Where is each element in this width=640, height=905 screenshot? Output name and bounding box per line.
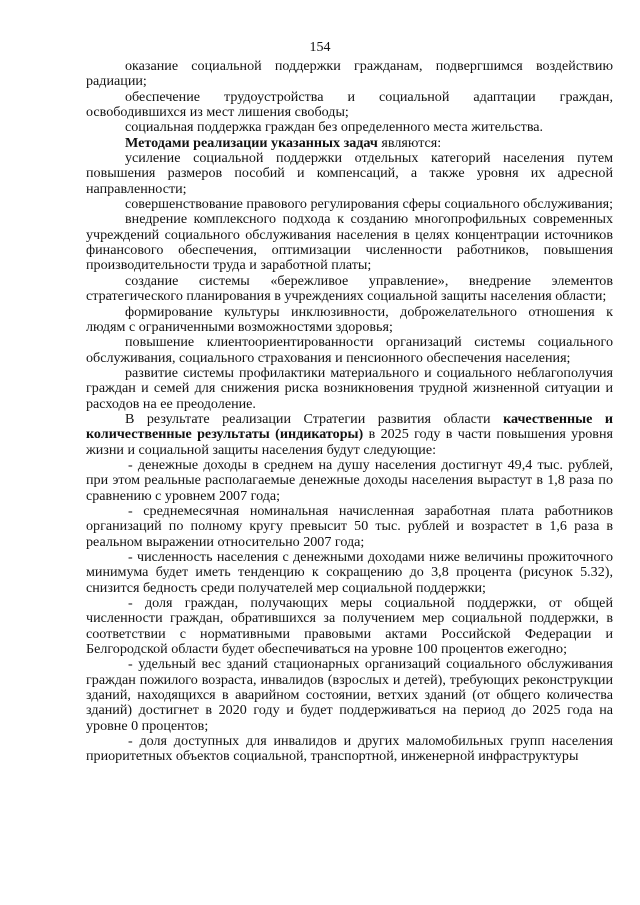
paragraph-homeless-support: социальная поддержка граждан без определенного места жительства. — [125, 119, 544, 136]
paragraph-inclusivity: формирование культуры инклюзивности, доброжелательного отношения к людям с ограниченными возможностями здоровья; — [86, 303, 613, 335]
paragraph-client-orientation: повышение клиентоориентированности организаций системы социального обслуживания, социального страхования и пенсионного обеспечения населения; — [86, 334, 613, 366]
methods-heading-bold: Методами реализации указанных задач — [125, 134, 378, 151]
list-item-income: - денежные доходы в среднем на душу населения достигнут 49,4 тыс. рублей, при этом реальные располагаемые денежные доходы населения вырастут в 1,8 раза по сравнению с уровнем 2007 года; — [86, 456, 613, 504]
list-item-accessibility: - доля доступных для инвалидов и других маломобильных групп населения приоритетных объектов социальной, транспортной, инженерной инфраструктуры — [86, 733, 613, 765]
paragraph-employment-adaptation: обеспечение трудоустройства и социальной адаптации граждан, освободившихся из мест лишения свободы; — [86, 88, 613, 121]
list-item-support-share: - доля граждан, получающих меры социальной поддержки, от общей численности граждан, обратившихся за получением мер социальной поддержки, в соответствии с нормативными правовыми актами Российской Федерации и Белгородской области будет обеспечиваться на уровне 100 процентов ежегодно; — [86, 595, 613, 658]
methods-heading-rest: являются: — [377, 134, 442, 151]
paragraph-legal-regulation: совершенствование правового регулирования сферы социального обслуживания; — [125, 196, 614, 213]
list-item-poverty: - численность населения с денежными доходами ниже величины прожиточного минимума будет иметь тенденцию к сокращению до 3,8 процента (рисунок 5.32), снизится бедность среди получателей мер социальной поддержки; — [86, 549, 613, 596]
results-intro-rest: в 2025 году в части повышения уровня жизни и социальной защиты населения будут следующие: — [86, 426, 613, 458]
paragraph-strengthen-support: усиление социальной поддержки отдельных категорий населения путем повышения размеров пособий и компенсаций, а также уровня их адресной направленности; — [86, 150, 613, 197]
list-item-wages: - среднемесячная номинальная начисленная заработная плата работников организаций по полному кругу превысит 50 тыс. рублей и возрастет в 1,6 раза в реальном выражении относительно 2007 года; — [86, 502, 613, 550]
results-intro-lead: В результате реализации Стратегии развития области — [125, 410, 504, 427]
paragraph-radiation-support: оказание социальной поддержки гражданам, подвергшимся воздействию радиации; — [86, 58, 613, 90]
list-item-buildings: - удельный вес зданий стационарных организаций социального обслуживания граждан пожилого возраста, инвалидов (взрослых и детей), требующих реконструкции зданий, находящихся в аварийном состоянии, ветхих зданий (от общего количества зданий) достигнет в 2020 году и будет поддерживаться на период до 2025 года на уровне 0 процентов; — [86, 656, 613, 734]
paragraph-complex-approach: внедрение комплексного подхода к созданию многопрофильных современных учреждений социального обслуживания населения в целях концентрации источников финансового обеспечения, оптимизации численности работников, повышения производительности труда и заработной платы; — [86, 211, 613, 274]
results-intro-bold: качественные и количественные результаты (индикаторы) — [86, 410, 613, 443]
body-text — [86, 59, 613, 765]
paragraph-results-intro — [86, 412, 613, 458]
page-number: 154 — [309, 40, 331, 55]
paragraph-prevention: развитие системы профилактики материального и социального неблагополучия граждан и семей для снижения риска возникновения трудной жизненной ситуации и расходов на ее преодоление. — [86, 364, 613, 412]
paragraph-methods-heading — [86, 136, 613, 151]
paragraph-lean-management: создание системы «бережливое управление», внедрение элементов стратегического планирования в учреждениях социальной защиты населения области; — [86, 272, 613, 305]
